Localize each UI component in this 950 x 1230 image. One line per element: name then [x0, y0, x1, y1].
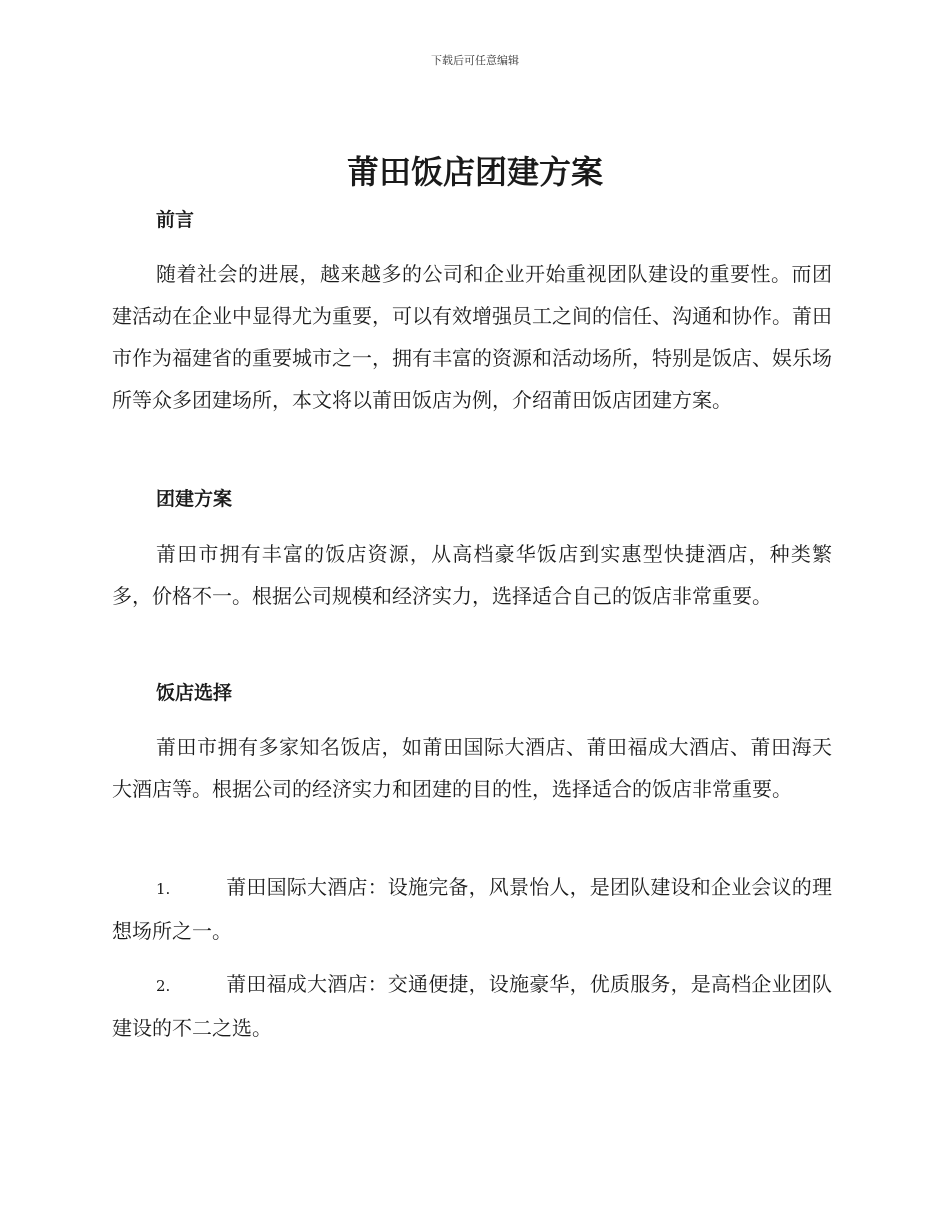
list-item-number: 2.: [156, 977, 171, 995]
list-item: [112, 866, 832, 952]
header-note: 下载后可任意编辑: [431, 54, 519, 67]
list-item-text: 莆田福成大酒店：交通便捷，设施豪华，优质服务，是高档企业团队建设的不二之选。: [112, 972, 832, 1040]
section-heading-plan: 团建方案: [156, 488, 233, 510]
list-item: [112, 963, 832, 1049]
list-item-text: 莆田国际大酒店：设施完备，风景怡人，是团队建设和企业会议的理想场所之一。: [112, 875, 832, 943]
section-paragraph-plan: 莆田市拥有丰富的饭店资源，从高档豪华饭店到实惠型快捷酒店，种类繁多，价格不一。根据公司规模和经济实力，选择适合自己的饭店非常重要。: [112, 542, 832, 608]
document-title: 莆田饭店团建方案: [346, 153, 603, 191]
section-heading-hotel-selection: 饭店选择: [156, 682, 233, 704]
list-item-number: 1.: [156, 880, 171, 898]
section-heading-preface: 前言: [156, 209, 195, 231]
section-paragraph-hotel-selection: 莆田市拥有多家知名饭店，如莆田国际大酒店、莆田福成大酒店、莆田海天大酒店等。根据公司的经济实力和团建的目的性，选择适合的饭店非常重要。: [112, 735, 832, 801]
section-paragraph-preface: 随着社会的进展，越来越多的公司和企业开始重视团队建设的重要性。而团建活动在企业中显得尤为重要，可以有效增强员工之间的信任、沟通和协作。莆田市作为福建省的重要城市之一，拥有丰富的资源和活动场所，特别是饭店、娱乐场所等众多团建场所，本文将以莆田饭店为例，介绍莆田饭店团建方案。: [112, 262, 832, 412]
